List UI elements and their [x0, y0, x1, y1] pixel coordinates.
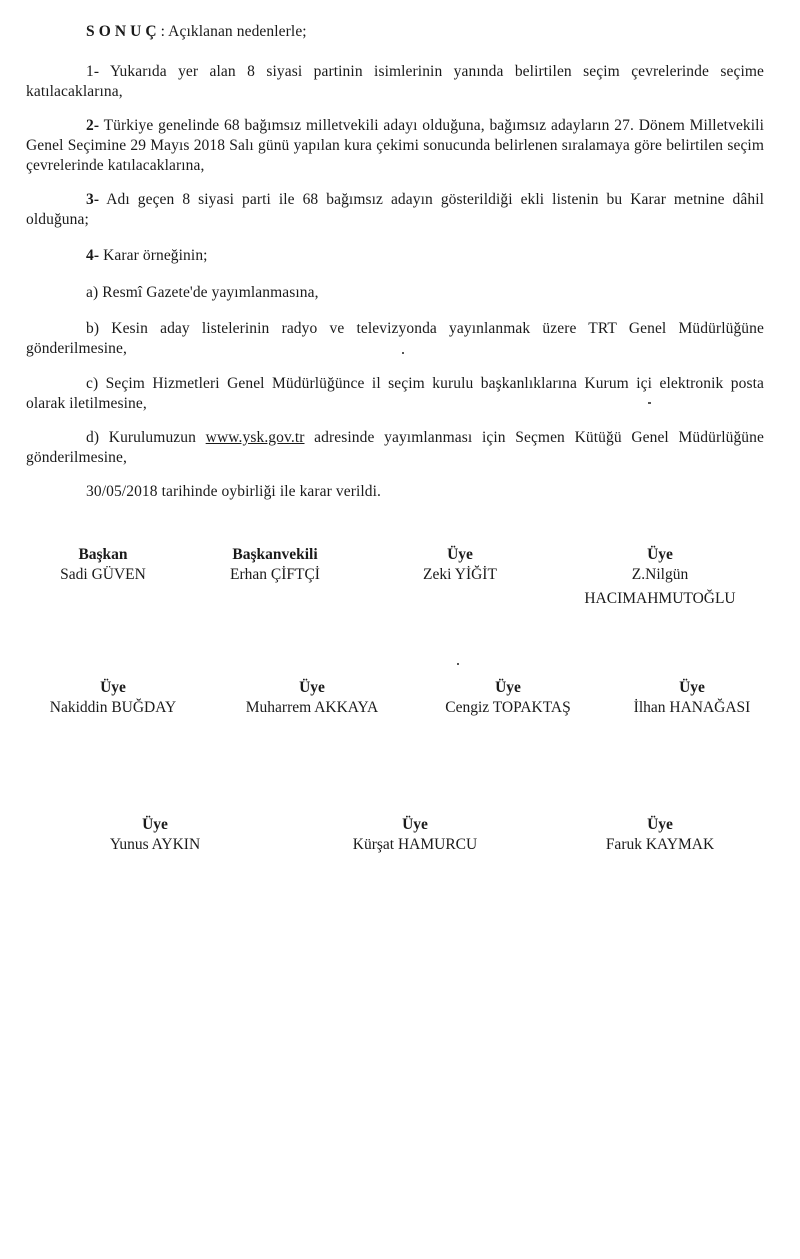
scan-speck — [457, 663, 459, 665]
signature-name: Zeki YİĞİT — [423, 566, 497, 583]
signature-title: Üye — [299, 679, 325, 696]
signature-title: Üye — [495, 679, 521, 696]
signature-title: Üye — [142, 816, 168, 833]
signature-name: Nakiddin BUĞDAY — [49, 699, 177, 716]
conclusion-intro: : Açıklanan nedenlerle; — [160, 23, 307, 40]
signature-name: Erhan ÇİFTÇİ — [230, 566, 320, 583]
item-3 — [26, 190, 764, 230]
decision-line: 30/05/2018 tarihinde oybirliği ile karar verildi. — [86, 483, 382, 500]
signature-title: Üye — [647, 816, 673, 833]
scan-speck — [402, 352, 404, 354]
item-4 — [26, 246, 764, 266]
signature-name: Kürşat HAMURCU — [352, 836, 478, 853]
item-2-number: 2- — [86, 117, 100, 134]
signature-name: Sadi GÜVEN — [60, 566, 146, 583]
signature-name: Yunus AYKIN — [109, 836, 201, 853]
item-3-number: 3- — [86, 191, 100, 208]
signature-title: Üye — [679, 679, 705, 696]
subitem-d-before: d) Kurulumuzun — [86, 429, 196, 446]
signature-uye-muharrem-akkaya — [222, 678, 402, 718]
signature-name: Faruk KAYMAK — [605, 836, 715, 853]
signature-uye-yunus-aykin — [80, 815, 230, 855]
signature-baskan — [38, 545, 168, 585]
signature-name: İlhan HANAĞASI — [633, 699, 751, 716]
item-3-text: Adı geçen 8 siyasi parti ile 68 bağımsız adayın gösterildiği ekli listenin bu Karar metnine dâhil olduğuna; — [26, 191, 765, 228]
signature-uye-kursat-hamurcu — [330, 815, 500, 855]
item-1-text: Yukarıda yer alan 8 siyasi partinin isimlerinin yanında belirtilen seçim çevrelerinde seçime katılacaklarına, — [26, 63, 764, 100]
signature-uye-zeki-yigit — [395, 545, 525, 585]
signature-baskanvekili — [205, 545, 345, 585]
subitem-a: a) Resmî Gazete'de yayımlanmasına, — [86, 284, 319, 301]
signature-name-line2: HACIMAHMUTOĞLU — [584, 590, 736, 607]
signature-name: Cengiz TOPAKTAŞ — [445, 699, 571, 716]
signature-uye-nilgun-hacimahmutoglu — [565, 545, 755, 609]
conclusion-line — [26, 22, 764, 42]
signature-title: Başkan — [78, 546, 128, 563]
item-2-text: Türkiye genelinde 68 bağımsız milletvekili adayı olduğuna, bağımsız adayların 27. Dönem Milletvekili Genel Seçimine 29 Mayıs 2018 Salı günü yapılan kura çekimi sonucunda belirlenen sıralamaya göre belirtilen seçim çevrelerinde katılacaklarına, — [26, 117, 764, 174]
subitem-c: c) Seçim Hizmetleri Genel Müdürlüğünce il seçim kurulu başkanlıklarına Kurum içi elektronik posta olarak iletilmesine, — [26, 375, 764, 412]
scan-speck — [648, 402, 651, 404]
signature-title: Üye — [447, 546, 473, 563]
item-4-text: Karar örneğinin; — [103, 247, 208, 264]
signature-uye-nakiddin-bugday — [28, 678, 198, 718]
item-1 — [26, 62, 764, 102]
item-1-number: 1- — [86, 63, 100, 80]
subitem-d — [26, 428, 764, 468]
signature-name: Z.Nilgün — [631, 566, 689, 583]
subitem-d-after: adresinde yayımlanması için Seçmen Kütüğü Genel Müdürlüğüne gönderilmesine, — [26, 429, 764, 466]
ysk-website-link[interactable]: www.ysk.gov.tr — [205, 429, 305, 446]
signature-name: Muharrem AKKAYA — [245, 699, 379, 716]
signature-title: Üye — [402, 816, 428, 833]
signature-uye-cengiz-topaktas — [418, 678, 598, 718]
signature-title: Başkanvekili — [232, 546, 318, 563]
item-2 — [26, 116, 764, 176]
signature-uye-faruk-kaymak — [580, 815, 740, 855]
signature-title: Üye — [647, 546, 673, 563]
item-4-number: 4- — [86, 247, 100, 264]
subitem-b: b) Kesin aday listelerinin radyo ve televizyonda yayınlanmak üzere TRT Genel Müdürlüğüne gönderilmesine, — [26, 320, 764, 357]
signature-title: Üye — [100, 679, 126, 696]
conclusion-heading: S O N U Ç — [86, 23, 157, 40]
signature-uye-ilhan-hanagasi — [612, 678, 772, 718]
